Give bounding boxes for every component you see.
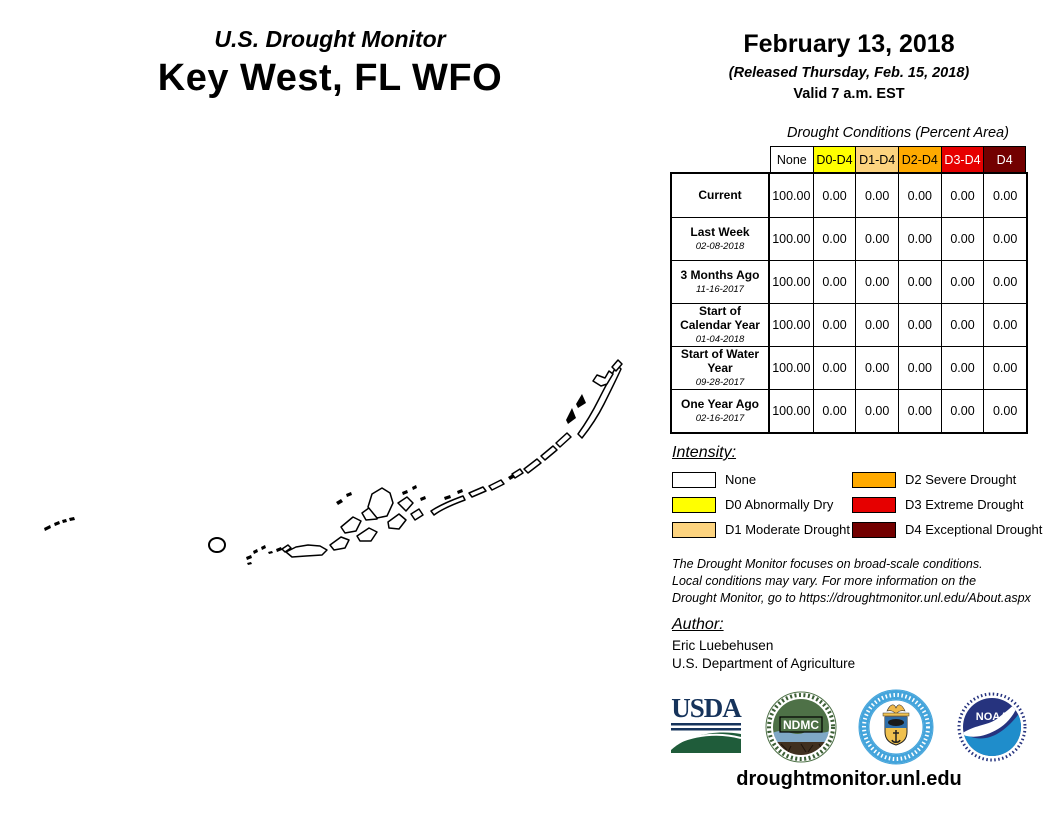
usda-field-icon (669, 722, 743, 754)
map-island (388, 514, 406, 529)
noaa-logo (956, 691, 1028, 763)
usda-logo (668, 695, 744, 759)
table-cell: 100.00 (770, 303, 813, 346)
table-cell: 0.00 (898, 389, 941, 432)
table-cell: 0.00 (855, 174, 898, 217)
legend-swatch (672, 472, 716, 488)
column-header-d3-d4: D3-D4 (941, 146, 984, 173)
row-label: Current (672, 174, 770, 217)
table-cell: 100.00 (770, 260, 813, 303)
table-cell: 0.00 (813, 346, 856, 389)
table-cell: 0.00 (983, 217, 1026, 260)
author-organization: U.S. Department of Agriculture (672, 656, 856, 671)
released-date: (Released Thursday, Feb. 15, 2018) (728, 65, 970, 81)
ndmc-logo-text: NDMC (782, 718, 819, 732)
disclaimer-text (672, 556, 1031, 607)
map-date: February 13, 2018 (743, 30, 955, 58)
legend-swatch (672, 522, 716, 538)
ndmc-logo (765, 690, 837, 764)
table-cell: 0.00 (813, 303, 856, 346)
table-cell: 0.00 (941, 346, 984, 389)
legend-item (852, 467, 1032, 492)
row-label: Last Week 02-08-2018 (672, 217, 770, 260)
program-title: U.S. Drought Monitor (214, 26, 446, 52)
drought-conditions-table (670, 172, 1028, 434)
usda-logo-text: USDA (671, 693, 741, 723)
table-cell: 0.00 (855, 260, 898, 303)
intensity-legend (672, 467, 1043, 542)
map-small-islets (44, 394, 586, 565)
column-header-row (770, 146, 1026, 173)
table-cell: 0.00 (941, 260, 984, 303)
agency-logos (668, 688, 1028, 766)
table-title: Drought Conditions (Percent Area) (787, 125, 1009, 141)
legend-label: D3 Extreme Drought (905, 497, 1024, 512)
commerce-seal-logo (857, 688, 935, 766)
legend-swatch (852, 472, 896, 488)
column-header-d0-d4: D0-D4 (813, 146, 856, 173)
table-cell: 0.00 (941, 174, 984, 217)
column-header-d4: D4 (983, 146, 1026, 173)
map-island (411, 509, 423, 520)
location-title: Key West, FL WFO (157, 57, 503, 99)
table-cell: 0.00 (813, 174, 856, 217)
legend-title: Intensity: (672, 444, 737, 461)
table-cell: 0.00 (941, 389, 984, 432)
table-cell: 0.00 (983, 260, 1026, 303)
drought-monitor-url: droughtmonitor.unl.edu (736, 768, 962, 790)
table-cell: 0.00 (813, 260, 856, 303)
row-label: 3 Months Ago 11-16-2017 (672, 260, 770, 303)
map-island (398, 497, 413, 511)
map-island (556, 433, 571, 447)
table-cell: 0.00 (898, 346, 941, 389)
map-island (341, 517, 361, 533)
legend-item (672, 517, 852, 542)
table-cell: 0.00 (983, 346, 1026, 389)
date-block (670, 30, 1028, 102)
table-cell: 0.00 (855, 303, 898, 346)
map-island (330, 537, 349, 550)
legend-item (672, 467, 852, 492)
author-name: Eric Luebehusen (672, 638, 774, 653)
legend-item (852, 517, 1043, 542)
column-header-d2-d4: D2-D4 (898, 146, 941, 173)
legend-item (852, 492, 1032, 517)
table-cell: 0.00 (813, 389, 856, 432)
legend-label: D0 Abnormally Dry (725, 497, 834, 512)
table-cell: 100.00 (770, 217, 813, 260)
disclaimer-line: The Drought Monitor focuses on broad-scale conditions. (672, 557, 983, 571)
table-cell: 100.00 (770, 389, 813, 432)
table-cell: 100.00 (770, 346, 813, 389)
table-cell: 0.00 (855, 389, 898, 432)
column-header-none: None (770, 146, 813, 173)
table-cell: 0.00 (941, 303, 984, 346)
legend-label: None (725, 472, 757, 487)
row-label: One Year Ago 02-16-2017 (672, 389, 770, 432)
map-island (489, 480, 504, 490)
table-cell: 0.00 (983, 389, 1026, 432)
legend-swatch (852, 522, 896, 538)
map-island-key-west (286, 545, 327, 557)
legend-label: D2 Severe Drought (905, 472, 1017, 487)
report-title-block (0, 26, 660, 100)
column-header-d1-d4: D1-D4 (855, 146, 898, 173)
table-cell: 0.00 (941, 217, 984, 260)
row-label: Start of Calendar Year 01-04-2018 (672, 303, 770, 346)
table-cell: 0.00 (898, 174, 941, 217)
row-label: Start of Water Year 09-28-2017 (672, 346, 770, 389)
legend-swatch (672, 497, 716, 513)
legend-label: D1 Moderate Drought (725, 522, 851, 537)
legend-item (672, 492, 852, 517)
table-cell: 0.00 (855, 346, 898, 389)
author-heading: Author: (672, 616, 724, 633)
table-cell: 0.00 (898, 303, 941, 346)
map-island-marquesas (209, 538, 225, 552)
legend-swatch (852, 497, 896, 513)
disclaimer-line: Local conditions may vary. For more information on the (672, 573, 977, 588)
table-cell: 100.00 (772, 188, 811, 203)
map-island (524, 459, 541, 473)
disclaimer-line: Drought Monitor, go to https://droughtmonitor.unl.edu/About.aspx (672, 590, 1031, 605)
map-island (469, 487, 486, 497)
map-island (357, 528, 377, 541)
table-cell: 0.00 (983, 174, 1026, 217)
legend-label: D4 Exceptional Drought (905, 522, 1043, 537)
map-island (541, 446, 557, 460)
table-cell: 0.00 (855, 217, 898, 260)
noaa-logo-text: NOAA (975, 711, 1009, 723)
table-cell: 0.00 (983, 303, 1026, 346)
valid-time: Valid 7 a.m. EST (793, 86, 905, 102)
table-cell: 0.00 (813, 217, 856, 260)
table-cell: 0.00 (898, 217, 941, 260)
table-cell: 0.00 (898, 260, 941, 303)
